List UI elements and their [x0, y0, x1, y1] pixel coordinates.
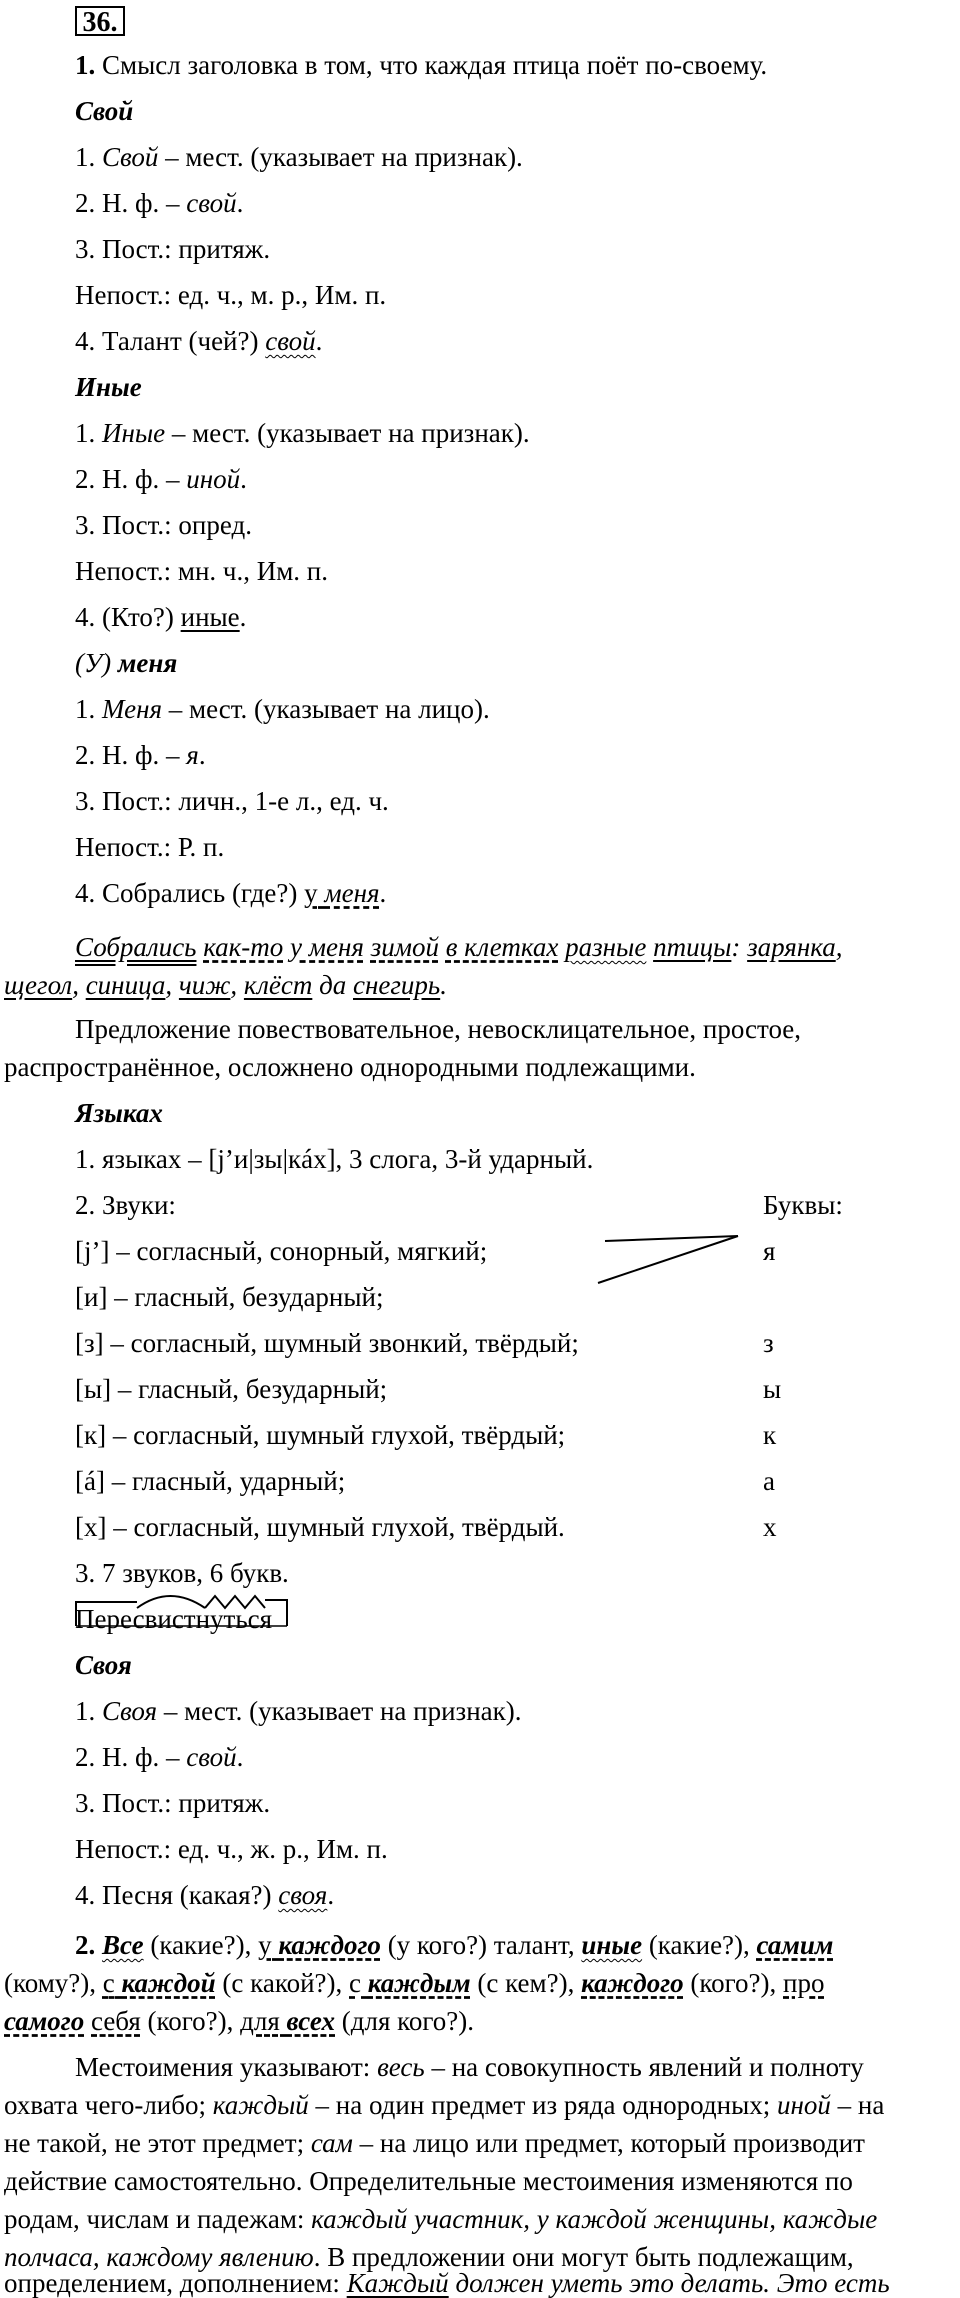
yazykakh-line-1: 1. языках – [j’и|зы|кáх], 3 слога, 3-й ударный. [75, 1144, 594, 1174]
letter-cell: к [763, 1420, 777, 1450]
svoya-line-4: Непост.: ед. ч., ж. р., Им. п. [75, 1834, 388, 1864]
menya-line-4: Непост.: Р. п. [75, 832, 225, 862]
p2-line-3: самого себя (кого?), для всех (для кого?). [4, 2006, 475, 2036]
yazykakh-heading: Языках [75, 1098, 163, 1128]
svoya-line-3: 3. Пост.: притяж. [75, 1788, 271, 1818]
final-line-4: действие самостоятельно. Определительные местоимения изменяются по [4, 2166, 853, 2196]
postfix-mark [265, 1600, 287, 1626]
sound-row: [з] – согласный, шумный звонкий, твёрдый; [75, 1328, 579, 1358]
sound-row: [j’] – согласный, сонорный, мягкий; [75, 1236, 488, 1266]
inye-line-1: 1. Иные – мест. (указывает на признак). [75, 418, 530, 448]
letters-label: Буквы: [763, 1190, 843, 1220]
svoi-heading: Свой [75, 96, 134, 126]
final-line-3: не такой, не этот предмет; сам – на лицо или предмет, который производит [4, 2128, 865, 2158]
inye-line-3: 3. Пост.: опред. [75, 510, 252, 540]
final-line-6: полчаса, каждому явлению. В предложении они могут быть подлежащим, [4, 2242, 854, 2272]
svoya-heading: Своя [75, 1650, 132, 1680]
sentence-line-2: щегол, синица, чиж, клёст да снегирь. [4, 970, 447, 1000]
p2-line-2: (кому?), с каждой (с какой?), с каждым (с кем?), каждого (кого?), про [4, 1968, 825, 1998]
sound-row: [á] – гласный, ударный; [75, 1466, 346, 1496]
sound-row: [х] – согласный, шумный глухой, твёрдый. [75, 1512, 565, 1542]
inye-line-2: 2. Н. ф. – иной. [75, 464, 247, 494]
connect-line-bottom [598, 1236, 738, 1283]
sound-row: [ы] – гласный, безударный; [75, 1374, 388, 1404]
suffix-mark [205, 1596, 265, 1608]
prefix-mark [76, 1602, 137, 1626]
menya-line-3: 3. Пост.: личн., 1-е л., ед. ч. [75, 786, 389, 816]
yazykakh-line-3: 3. 7 звуков, 6 букв. [75, 1558, 289, 1588]
analysis-line-1: Предложение повествовательное, невосклицательное, простое, [75, 1014, 802, 1044]
sound-row: [и] – гласный, безударный; [75, 1282, 384, 1312]
svoi-line-1: 1. Свой – мест. (указывает на признак). [75, 142, 523, 172]
p2-line-1: 2. Все (какие?), у каждого (у кого?) талант, иные (какие?), самим [75, 1930, 834, 1960]
letter-cell: з [763, 1328, 774, 1358]
inye-line-5: 4. (Кто?) иные. [75, 602, 247, 632]
svoya-line-2: 2. Н. ф. – свой. [75, 1742, 244, 1772]
connect-line-top [605, 1236, 738, 1241]
inye-heading: Иные [75, 372, 142, 402]
menya-line-1: 1. Меня – мест. (указывает на лицо). [75, 694, 490, 724]
final-line-5: родам, числам и падежам: каждый участник, у каждой женщины, каждые [4, 2204, 878, 2234]
task-number: 36. [75, 6, 125, 36]
svoi-line-4: Непост.: ед. ч., м. р., Им. п. [75, 280, 387, 310]
inye-line-4: Непост.: мн. ч., Им. п. [75, 556, 329, 586]
letter-cell: ы [763, 1374, 782, 1404]
p1-number: 1. [75, 50, 96, 80]
menya-line-5: 4. Собрались (где?) у меня. [75, 878, 387, 908]
final-line-7: определением, дополнением: Каждый должен уметь это делать. Это есть [4, 2268, 890, 2298]
final-line-2: охвата чего-либо; каждый – на один предмет из ряда однородных; иной – на [4, 2090, 885, 2120]
final-line-1: Местоимения указывают: весь – на совокупность явлений и полноту [75, 2052, 864, 2082]
svoi-line-5: 4. Талант (чей?) свой. [75, 326, 323, 356]
morph-word: Пересвистнуться [75, 1604, 273, 1634]
menya-line-2: 2. Н. ф. – я. [75, 740, 206, 770]
sounds-label: 2. Звуки: [75, 1190, 176, 1220]
svoya-line-5: 4. Песня (какая?) своя. [75, 1880, 335, 1910]
letter-cell: а [763, 1466, 775, 1496]
svoi-line-3: 3. Пост.: притяж. [75, 234, 271, 264]
analysis-line-2: распространённое, осложнено однородными подлежащими. [4, 1052, 696, 1082]
letter-cell: я [763, 1236, 776, 1266]
p1-text: Смысл заголовка в том, что каждая птица поёт по-своему. [95, 50, 768, 80]
svoya-line-1: 1. Своя – мест. (указывает на признак). [75, 1696, 522, 1726]
svoi-line-2: 2. Н. ф. – свой. [75, 188, 244, 218]
sound-row: [к] – согласный, шумный глухой, твёрдый; [75, 1420, 566, 1450]
letter-cell: х [763, 1512, 777, 1542]
root-arc [137, 1596, 205, 1608]
sentence-line-1: Собрались как-то у меня зимой в клетках разные птицы: зарянка, [75, 932, 843, 962]
menya-heading: (У) меня [75, 648, 178, 678]
